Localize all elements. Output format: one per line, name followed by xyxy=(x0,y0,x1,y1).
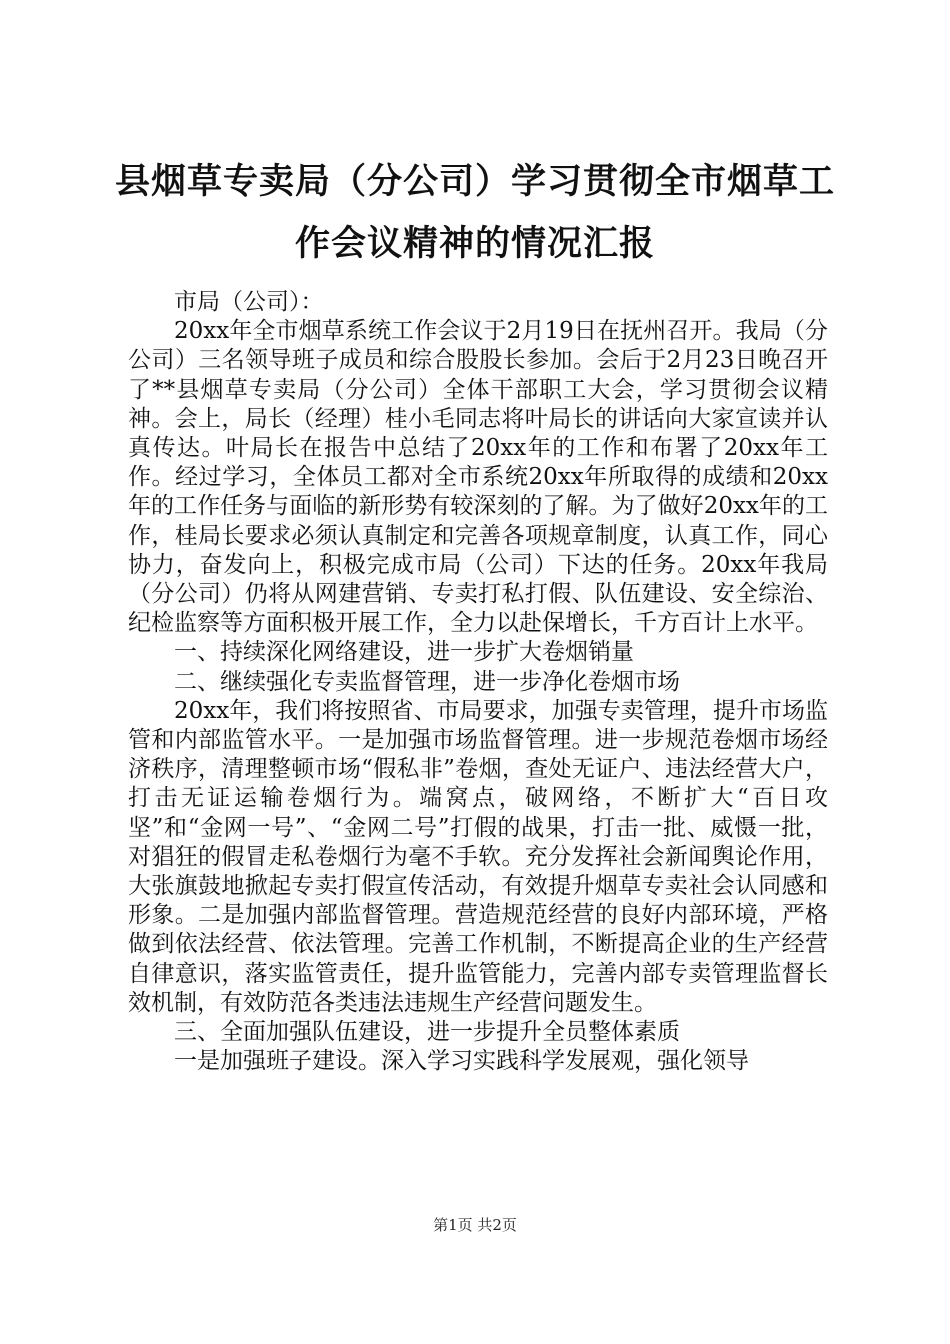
paragraph-team-building: 一是加强班子建设。深入学习实践科学发展观，强化领导 xyxy=(174,1048,749,1075)
paragraph-intro: 20xx年全市烟草系统工作会议于2月19日在抚州召开。我局（分公司）三名领导班子成员和综合股股长参加。会后于2月23日晚召开了**县烟草专卖局（分公司）全体干部职工大会，学习贯彻会议精神。会上，局长（经理）桂小毛同志将叶局长的讲话向大家宣读并认真传达。叶局长在报告中总结了20xx年的工作和布署了20xx年工作。经过学习，全体员工都对全市系统20xx年所取得的成绩和20xx年的工作任务与面临的新形势有较深刻的了解。为了做好20xx年的工作，桂局长要求必须认真制定和完善各项规章制度，认真工作，同心协力，奋发向上，积极完成市局（公司）下达的任务。20xx年我局（分公司）仍将从网建营销、专卖打私打假、队伍建设、安全综治、纪检监察等方面积极开展工作，全力以赴保增长，千方百计上水平。 xyxy=(128,318,828,637)
paragraph-supervision: 20xx年，我们将按照省、市局要求，加强专卖管理，提升市场监管和内部监管水平。一是加强市场监督管理。进一步规范卷烟市场经济秩序，清理整顿市场“假私非”卷烟，查处无证户、违法经营大户，打击无证运输卷烟行为。端窝点，破网络，不断扩大“百日攻坚”和“金网一号”、“金网二号”打假的战果，打击一批、威慑一批，对猖狂的假冒走私卷烟行为毫不手软。充分发挥社会新闻舆论作用，大张旗鼓地掀起专卖打假宣传活动，有效提升烟草专卖社会认同感和形象。二是加强内部监督管理。营造规范经营的良好内部环境，严格做到依法经营、依法管理。完善工作机制，不断提高企业的生产经营自律意识，落实监管责任，提升监管能力，完善内部专卖管理监督长效机制，有效防范各类违法违规生产经营问题发生。 xyxy=(128,697,828,1016)
section-heading-3: 三、全面加强队伍建设，进一步提升全员整体素质 xyxy=(174,1019,680,1046)
page-footer: 第1页 共2页 xyxy=(433,1216,517,1234)
document-title-line-2: 作会议精神的情况汇报 xyxy=(294,223,655,264)
salutation: 市局（公司）： xyxy=(174,289,324,315)
section-heading-2: 二、继续强化专卖监督管理，进一步净化卷烟市场 xyxy=(174,668,680,695)
document-title-line-1: 县烟草专卖局（分公司）学习贯彻全市烟草工 xyxy=(114,161,835,202)
document-body xyxy=(128,288,828,1076)
section-heading-1: 一、持续深化网络建设，进一步扩大卷烟销量 xyxy=(174,639,634,666)
